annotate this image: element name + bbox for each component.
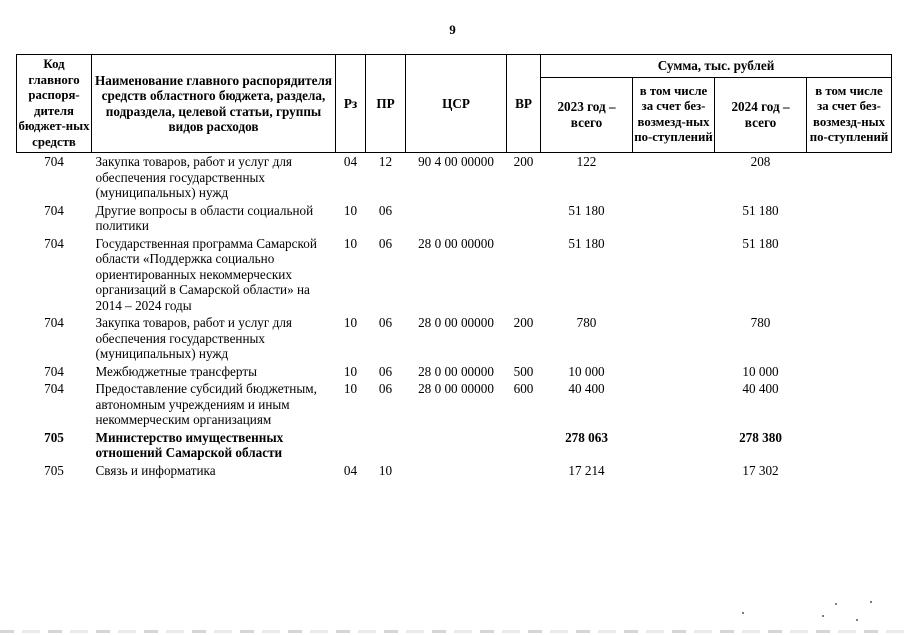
cell-vr [507,462,541,480]
table-header [17,55,892,153]
cell-2023-total: 10 000 [568,363,605,379]
cell-csr: 28 0 00 00000 [418,315,494,330]
col-header-vr: ВР [507,55,541,153]
cell-code: 705 [44,462,64,478]
cell-2023-total: 51 180 [568,235,605,251]
cell-2023-total: 780 [576,315,597,330]
cell-name: Государственная программа Самарской области «Поддержка социально ориентированных некоммерческих организаций в Самарской области» на 2014 – 2024 годы [95,235,317,313]
cell-pr: 06 [378,202,393,218]
cell-rz: 04 [343,154,358,169]
cell-rz: 10 [343,315,358,330]
cell-vr: 500 [513,363,534,379]
table-row [17,314,892,363]
table-row [17,429,892,462]
cell-csr [406,462,507,480]
cell-name: Предоставление субсидий бюджетным, автономным учреждениям и иным некоммерческим организациям [95,381,317,427]
cell-2023-free [633,380,715,429]
cell-code: 704 [44,202,64,218]
scan-speck [822,615,824,617]
cell-2024-total: 51 180 [742,235,779,251]
cell-2024-free [807,363,892,381]
cell-pr: 06 [378,363,393,379]
cell-vr: 600 [513,381,534,396]
cell-2024-free [807,429,892,462]
cell-2023-free [633,363,715,381]
cell-2024-free [807,380,892,429]
cell-csr [406,429,507,462]
cell-csr: 90 4 00 00000 [418,154,494,169]
cell-rz: 10 [343,363,358,379]
cell-2023-free [633,153,715,202]
col-header-rz: Рз [336,55,366,153]
cell-csr: 28 0 00 00000 [418,381,494,396]
cell-name: Межбюджетные трансферты [95,363,257,379]
table-row [17,153,892,202]
cell-vr [507,429,541,462]
cell-pr: 06 [378,315,393,330]
cell-code: 704 [44,363,64,379]
col-header-2024-total: 2024 год – всего [715,77,807,152]
cell-rz: 10 [343,381,358,396]
cell-2024-total: 10 000 [742,363,779,379]
cell-2023-free [633,202,715,235]
cell-2023-free [633,462,715,480]
cell-2024-free [807,314,892,363]
cell-csr [406,202,507,235]
cell-2024-total: 278 380 [739,429,782,445]
cell-2023-total: 40 400 [568,381,605,396]
scan-artifact [0,630,905,633]
scan-speck [742,612,744,614]
cell-vr [507,235,541,315]
col-header-name: Наименование главного распорядителя средств областного бюджета, раздела, подраздела, целевой статьи, группы видов расходов [92,55,336,153]
cell-2024-total: 51 180 [742,202,779,218]
cell-code: 704 [44,381,64,396]
cell-2023-total: 17 214 [568,462,605,478]
cell-code: 705 [44,429,64,445]
scan-speck [856,619,858,621]
table-row [17,380,892,429]
cell-name: Министерство имущественных отношений Самарской области [95,429,284,460]
table-row [17,235,892,315]
cell-vr [507,202,541,235]
cell-rz: 10 [343,235,358,251]
budget-table [16,54,892,479]
table-body [17,153,892,480]
cell-2023-total: 122 [576,154,597,169]
cell-2024-total: 40 400 [742,381,779,396]
table-row [17,363,892,381]
cell-2024-total: 780 [750,315,771,330]
scan-speck [870,601,872,603]
cell-pr [366,429,406,462]
cell-rz [336,429,366,462]
col-header-csr: ЦСР [406,55,507,153]
col-header-2024-free: в том числе за счет без-возмезд-ных по-ступлений [807,77,892,152]
cell-2024-free [807,235,892,315]
table-row [17,462,892,480]
cell-2024-total: 208 [750,154,771,169]
cell-csr: 28 0 00 00000 [418,363,494,379]
cell-code: 704 [44,235,64,251]
page-number: 9 [449,22,456,37]
cell-pr: 06 [378,235,393,251]
cell-code: 704 [44,154,64,169]
cell-2023-total: 51 180 [568,202,605,218]
cell-pr: 10 [378,462,393,478]
cell-2024-free [807,202,892,235]
cell-name: Закупка товаров, работ и услуг для обеспечения государственных (муниципальных) нужд [95,154,292,200]
cell-2023-free [633,314,715,363]
cell-pr: 06 [378,381,393,396]
cell-vr: 200 [513,154,534,169]
scan-speck [835,603,837,605]
cell-rz: 04 [343,462,358,478]
col-header-sum: Сумма, тыс. рублей [541,55,892,78]
col-header-pr: ПР [366,55,406,153]
col-header-2023-total: 2023 год – всего [541,77,633,152]
cell-2024-free [807,462,892,480]
cell-2023-free [633,235,715,315]
cell-rz: 10 [343,202,358,218]
cell-vr: 200 [513,315,534,330]
cell-2024-total: 17 302 [742,462,779,478]
cell-code: 704 [44,315,64,330]
cell-name: Закупка товаров, работ и услуг для обеспечения государственных (муниципальных) нужд [95,315,292,361]
col-header-2023-free: в том числе за счет без-возмезд-ных по-ступлений [633,77,715,152]
cell-name: Связь и информатика [95,462,216,478]
cell-csr: 28 0 00 00000 [418,235,494,251]
cell-2023-total: 278 063 [565,429,608,445]
table-row [17,202,892,235]
col-header-code: Код главного распоря-дителя бюджет-ных средств [17,55,92,153]
cell-2024-free [807,153,892,202]
cell-pr: 12 [378,154,393,169]
cell-2023-free [633,429,715,462]
cell-name: Другие вопросы в области социальной политики [95,202,314,233]
